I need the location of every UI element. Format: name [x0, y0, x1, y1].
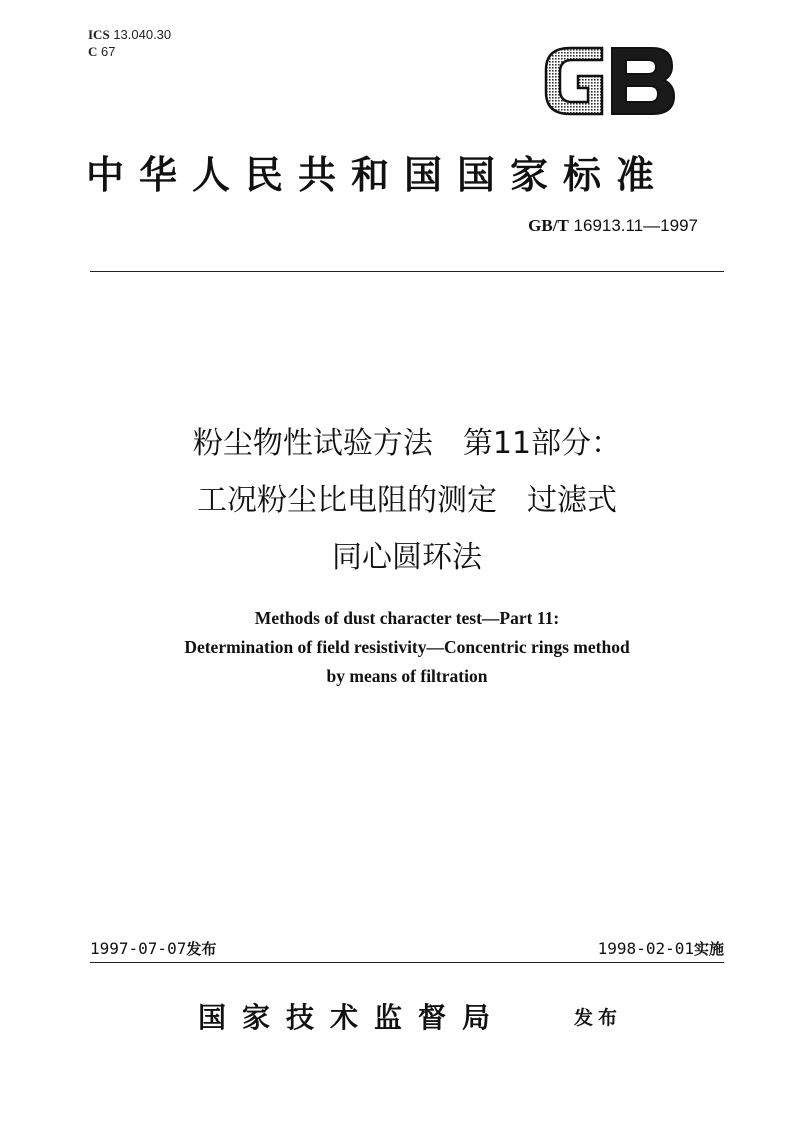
implement-date-value: 1998-02-01: [597, 939, 694, 958]
release-date-value: 1997-07-07: [90, 939, 187, 958]
english-title-line: by means of filtration: [326, 666, 488, 686]
issuing-authority: 国家技术监督局: [198, 1001, 507, 1034]
c-value: 67: [101, 44, 116, 59]
top-divider: [90, 271, 724, 272]
implement-date: [598, 938, 724, 959]
ics-code: [88, 26, 171, 43]
english-title: [90, 604, 724, 691]
standard-prefix: GB/T: [528, 216, 569, 235]
national-standard-title: 中华人民共和国国家标准: [86, 152, 670, 197]
ics-label: ICS: [88, 27, 110, 42]
logo-letter-b: [612, 48, 674, 114]
c-code: [88, 43, 171, 60]
ics-value: 13.040.30: [113, 27, 172, 42]
logo-letter-g: [546, 48, 602, 114]
chinese-title-line: 粉尘物性试验方法 第11部分：: [192, 426, 622, 461]
release-label: 发布: [186, 940, 217, 958]
english-title-line: Methods of dust character test—Part 11:: [254, 608, 560, 628]
chinese-title-line: 工况粉尘比电阻的测定 过滤式: [197, 483, 617, 518]
c-label: C: [88, 44, 98, 59]
english-title-line: Determination of field resistivity—Concentric rings method: [184, 637, 630, 657]
gb-logo: [540, 40, 680, 120]
chinese-title-line: 同心圆环法: [332, 540, 482, 575]
logo-text: GB: [610, 119, 612, 120]
standard-number: [528, 216, 698, 236]
implement-label: 实施: [693, 940, 724, 958]
standard-code: 16913.11—1997: [573, 216, 698, 235]
classification-codes: [88, 26, 171, 60]
issue-label: 发布: [574, 1007, 623, 1029]
bottom-divider: [90, 962, 724, 963]
release-date: [90, 938, 216, 959]
chinese-title: [90, 415, 724, 586]
